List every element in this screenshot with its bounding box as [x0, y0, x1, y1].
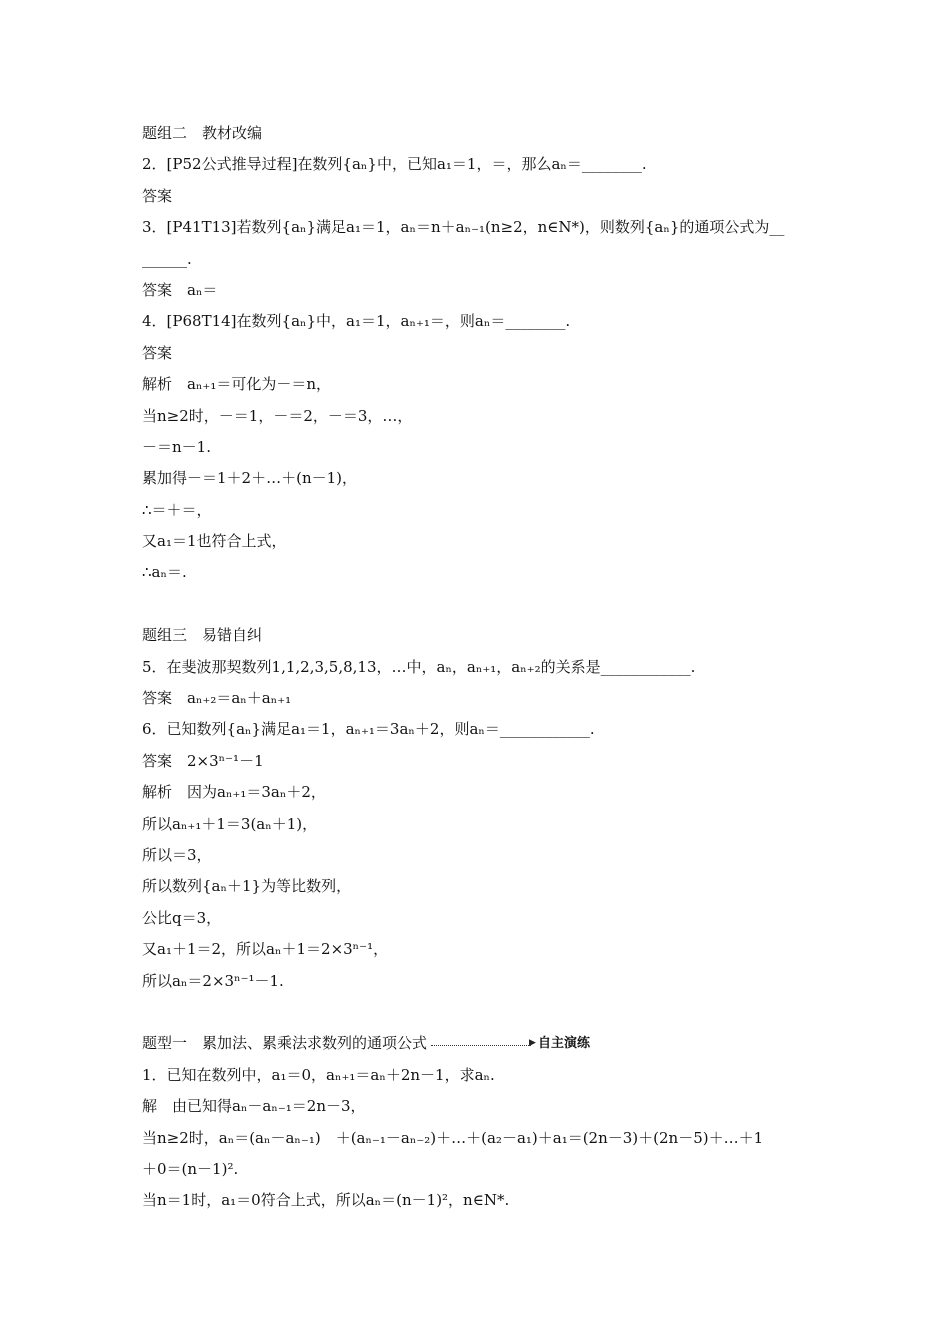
section-heading: 题组三 易错自纠: [142, 626, 263, 645]
analysis-line: ∴＝＋＝，: [142, 500, 212, 519]
question-4: 4．[P68T14]在数列{aₙ}中，a₁＝1，aₙ₊₁＝，则aₙ＝________.: [142, 312, 571, 331]
type-heading-title: 题型一 累加法、累乘法求数列的通项公式: [142, 1034, 428, 1053]
document-page: [142, 118, 822, 1217]
spacer: [142, 997, 822, 1028]
analysis-line: 所以aₙ＝2×3ⁿ⁻¹－1.: [142, 971, 284, 990]
analysis-line: ∴aₙ＝.: [142, 563, 187, 582]
analysis-line: 所以aₙ₊₁＋1＝3(aₙ＋1)，: [142, 814, 318, 833]
analysis-line: 累加得－＝1＋2＋…＋(n－1)，: [142, 469, 357, 488]
analysis-line: 又a₁＝1也符合上式，: [142, 532, 287, 551]
analysis-line: －＝n－1.: [142, 437, 211, 456]
dotted-leader: [431, 1045, 531, 1046]
solution-line: ＋0＝(n－1)².: [142, 1159, 239, 1178]
type-heading: [142, 1028, 822, 1059]
answer-6: 答案 2×3ⁿ⁻¹－1: [142, 751, 264, 770]
solution-line: 当n＝1时，a₁＝0符合上式，所以aₙ＝(n－1)²，n∈N*.: [142, 1191, 510, 1210]
problem-1: 1．已知在数列中，a₁＝0，aₙ₊₁＝aₙ＋2n－1，求aₙ.: [142, 1065, 495, 1084]
solution-line: 当n≥2时，aₙ＝(aₙ－aₙ₋₁) ＋(aₙ₋₁－aₙ₋₂)＋…＋(a₂－a₁)＋a₁＝(2n－3)＋(2n－5)＋…＋1: [142, 1128, 764, 1147]
question-6: 6．已知数列{aₙ}满足a₁＝1，aₙ₊₁＝3aₙ＋2，则aₙ＝____________.: [142, 720, 595, 739]
arrow-right-icon: ▶: [529, 1038, 536, 1049]
analysis-line: 当n≥2时，－＝1，－＝2，－＝3，…，: [142, 406, 413, 425]
analysis-line: 解析 因为aₙ₊₁＝3aₙ＋2，: [142, 783, 326, 802]
solution-line: 解 由已知得aₙ－aₙ₋₁＝2n－3，: [142, 1097, 366, 1116]
type-heading-badge: 自主演练: [537, 1036, 590, 1052]
analysis-line: 所以数列{aₙ＋1}为等比数列，: [142, 877, 352, 896]
question-5: 5．在斐波那契数列1,1,2,3,5,8,13，…中，aₙ，aₙ₊₁，aₙ₊₂的关系是____________.: [142, 657, 696, 676]
question-3-cont: ______.: [142, 249, 192, 268]
question-3: 3．[P41T13]若数列{aₙ}满足a₁＝1，aₙ＝n＋aₙ₋₁(n≥2，n∈N*)，则数列{aₙ}的通项公式为__: [142, 218, 785, 237]
spacer: [142, 589, 822, 620]
analysis-line: 公比q＝3，: [142, 908, 222, 927]
analysis-line: 解析 aₙ₊₁＝可化为－＝n，: [142, 375, 332, 394]
answer-3: 答案 aₙ＝: [142, 280, 218, 299]
section-heading: 题组二 教材改编: [142, 124, 263, 142]
question-2: 2．[P52公式推导过程]在数列{aₙ}中，已知a₁＝1，＝，那么aₙ＝________.: [142, 155, 647, 174]
answer-label: 答案: [142, 186, 173, 205]
answer-label: 答案: [142, 343, 173, 362]
answer-5: 答案 aₙ₊₂＝aₙ＋aₙ₊₁: [142, 689, 292, 708]
analysis-line: 所以＝3，: [142, 845, 212, 864]
analysis-line: 又a₁＋1＝2，所以aₙ＋1＝2×3ⁿ⁻¹，: [142, 940, 389, 959]
